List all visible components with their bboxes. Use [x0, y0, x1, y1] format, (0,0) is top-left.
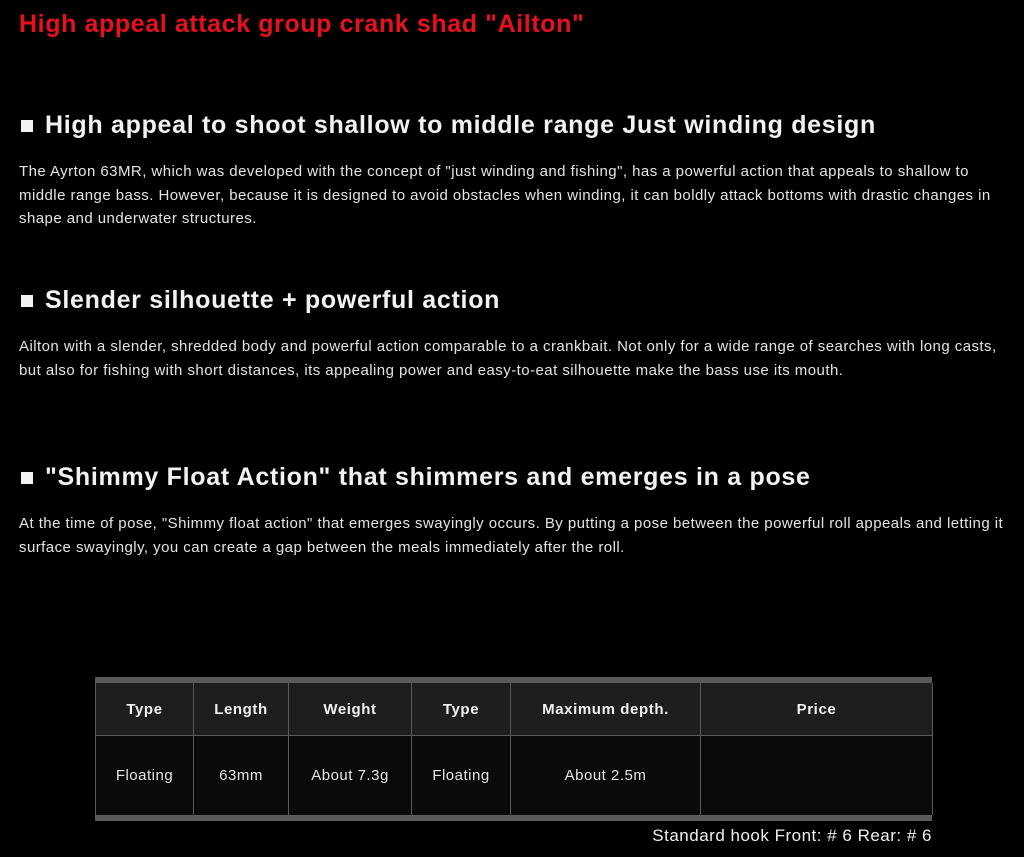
spec-table-header-row [96, 683, 933, 736]
header-price: Price [701, 683, 933, 736]
section-heading-text: High appeal to shoot shallow to middle range Just winding design [45, 111, 876, 139]
section-slender-silhouette [19, 286, 1009, 382]
page-title: High appeal attack group crank shad "Ailton" [19, 10, 585, 38]
hook-note: Standard hook Front: # 6 Rear: # 6 [652, 826, 932, 845]
section-shimmy-float-action [19, 463, 1009, 559]
section-just-winding-design [19, 111, 1009, 231]
section-heading [19, 463, 1009, 492]
section-heading-text: "Shimmy Float Action" that shimmers and emerges in a pose [45, 463, 811, 491]
cell-maximum-depth: About 2.5m [511, 736, 701, 816]
section-heading-text: Slender silhouette + powerful action [45, 286, 501, 314]
cell-price [701, 736, 933, 816]
section-body: Ailton with a slender, shredded body and powerful action comparable to a crankbait. Not only for a wide range of searches with long casts, but also for fishing with short distances, its appealing power and easy-to-eat silhouette make the bass use its mouth. [19, 338, 997, 379]
header-type-2: Type [412, 683, 511, 736]
cell-type-2: Floating [412, 736, 511, 816]
cell-type: Floating [96, 736, 194, 816]
section-heading [19, 286, 1009, 315]
section-body: At the time of pose, "Shimmy float action" that emerges swayingly occurs. By putting a pose between the powerful roll appeals and letting it surface swayingly, you can create a gap between the meals immediately after the roll. [19, 515, 1004, 556]
square-bullet-icon [21, 295, 33, 307]
header-length: Length [194, 683, 289, 736]
section-heading [19, 111, 1009, 140]
square-bullet-icon [21, 120, 33, 132]
spec-table [95, 683, 933, 815]
spec-table-container [95, 677, 932, 821]
header-type: Type [96, 683, 194, 736]
header-maximum-depth: Maximum depth. [511, 683, 701, 736]
cell-weight: About 7.3g [289, 736, 412, 816]
section-body: The Ayrton 63MR, which was developed with the concept of "just winding and fishing", has a powerful action that appeals to shallow to middle range bass. However, because it is designed to avoid obstacles when winding, it can boldly attack bottoms with drastic changes in shape and underwater structures. [19, 163, 991, 227]
header-weight: Weight [289, 683, 412, 736]
table-row [96, 736, 933, 816]
cell-length: 63mm [194, 736, 289, 816]
square-bullet-icon [21, 472, 33, 484]
